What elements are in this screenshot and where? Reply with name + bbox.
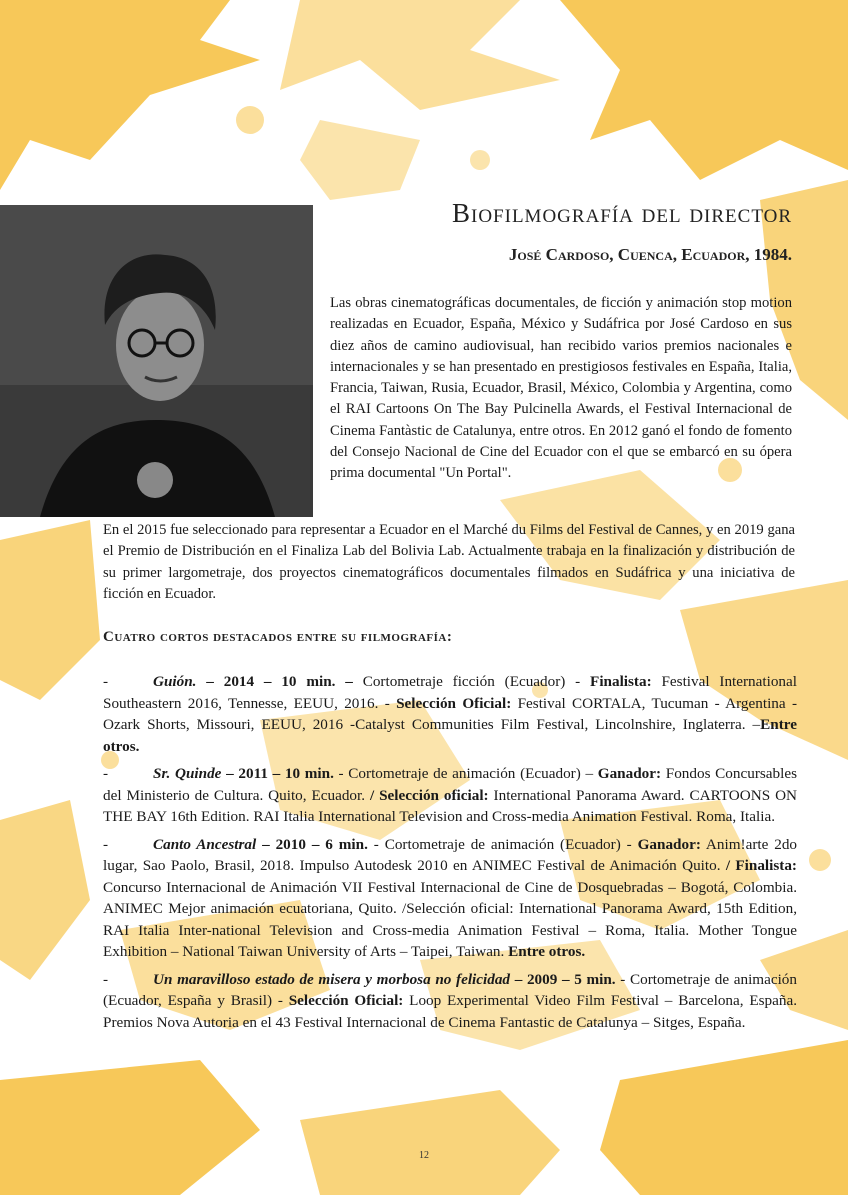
page-number: 12 bbox=[419, 1150, 429, 1161]
film-title: Guión. bbox=[153, 673, 197, 690]
portrait-illustration bbox=[0, 205, 313, 517]
body-paragraph: En el 2015 fue seleccionado para representar a Ecuador en el Marché du Films del Festival de Cannes, y en 2019 gana el Premio de Distribución en el Finaliza Lab del Bolivia Lab. Actualmente trabaja en la finalización y distribución de su primer largometraje, dos proyectos cinematográficos documentales filmados en Sudáfrica y una iniciativa de ficción en Ecuador. bbox=[103, 522, 795, 602]
intro-paragraph: Las obras cinematográficas documentales, de ficción y animación stop motion realizadas en Ecuador, España, México y Sudáfrica por José Cardoso en sus diez años de camino audiovisual, han recibido varios premios nacionales e internacionales y se han presentado en prestigiosos festivales en España, Italia, Francia, Taiwan, Rusia, Ecuador, Brasil, México, Colombia y Argentina, como el RAI Cartoons On The Bay Pulcinella Awards, el Festival Internacional de Cinema Fantàstic de Catalunya, entre otros. En 2012 ganó el fondo de fomento del Consejo Nacional de Cine del Ecuador con el que se embarcó en su ópera prima documental "Un Portal". bbox=[330, 295, 792, 482]
film-item: - Un maravilloso estado de misera y morbosa no felicidad – 2009 – 5 min. - Cortometraje de animación (Ecuador, España y Brasil) - Selección Oficial: Loop Experimental Video Film Festival – Barcelona, España. Premios Nova Autoria en el 43 Festival Internacional de Cinema Fantastic de Catalunya – Sitges, España. bbox=[103, 970, 798, 1031]
film-item: - Guión. – 2014 – 10 min. – Cortometraje ficción (Ecuador) - Finalista: Festival International Southeastern 2016, Tennesse, EEUU, 2016. - Selección Oficial: Festival CORTALA, Tucuman - Argentina - Ozark Shorts, Missouri, EEUU, 2016 -Catalyst Communities Film Festival, Lincolnshire, Inglaterra. –Entre otros. bbox=[103, 673, 798, 755]
film-title: Un maravilloso estado de misera y morbosa no felicidad bbox=[153, 970, 511, 988]
films-list bbox=[103, 671, 797, 1039]
film-title: Canto Ancestral bbox=[153, 835, 257, 853]
film-meta: – 2009 – 5 min. bbox=[510, 970, 616, 988]
film-meta: – 2010 – 6 min. bbox=[256, 835, 368, 853]
film-item: - Sr. Quinde – 2011 – 10 min. - Cortometraje de animación (Ecuador) – Ganador: Fondos Concursables del Ministerio de Cultura. Quito, Ecuador. / Selección oficial: International Panorama Award. CARTOONS ON THE BAY 16th Edition. RAI Italia International Television and Cross-media Animation Festival. Roma, Italia. bbox=[103, 765, 798, 825]
section-heading: Cuatro cortos destacados entre su filmografía: bbox=[103, 629, 453, 645]
film-item: - Canto Ancestral – 2010 – 6 min. - Cortometraje de animación (Ecuador) - Ganador: Anim!arte 2do lugar, Sao Paolo, Brasil, 2018. Impulso Autodesk 2010 en ANIMEC Festival de Animación Quito. / Finalista: Concurso Internacional de Animación VII Festival Internacional de Cine de Dosquebradas – Bogotá, Colombia. ANIMEC Mejor animación ecuatoriana, Quito. /Selección oficial: International Panorama Award, 15th Edition, RAI Italia Inter-national Television and Cross-media Animation Festival – Roma, Italia. Mother Tongue Exhibition – National Taiwan University of Arts – Taipei, Taiwan. Entre otros. bbox=[103, 835, 798, 960]
director-portrait-photo bbox=[0, 205, 313, 517]
film-title: Sr. Quinde bbox=[153, 765, 222, 782]
film-meta: – 2014 – 10 min. – bbox=[196, 673, 353, 690]
director-subtitle: José Cardoso, Cuenca, Ecuador, 1984. bbox=[508, 245, 792, 264]
page-title: Biofilmografía del director bbox=[452, 198, 792, 228]
film-meta: – 2011 – 10 min. bbox=[221, 765, 334, 782]
